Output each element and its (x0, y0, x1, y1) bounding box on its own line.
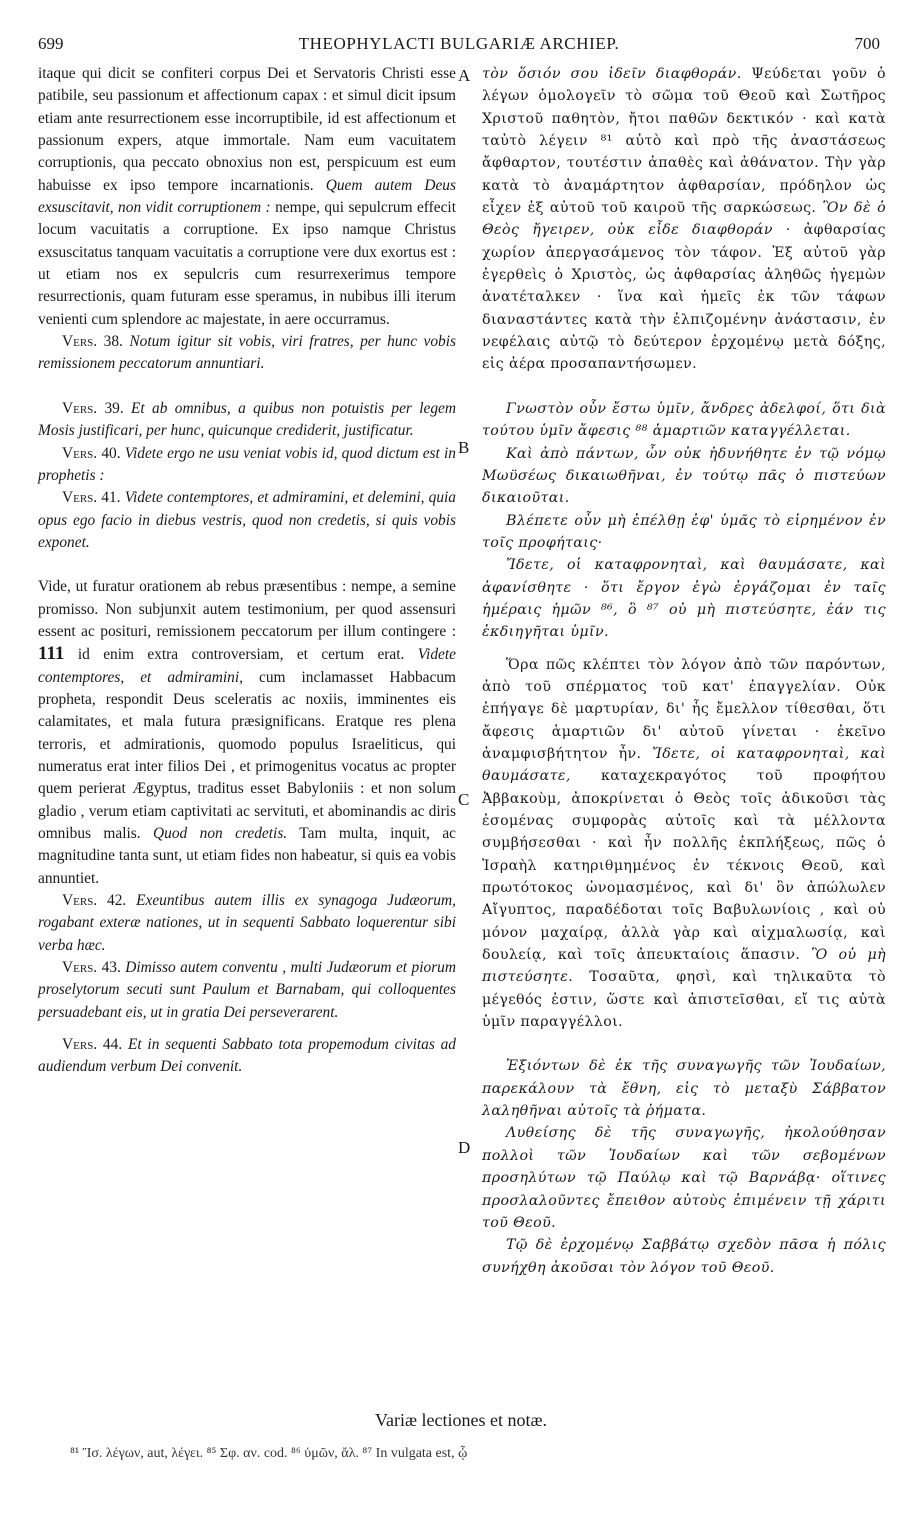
latin-verse-42 (38, 890, 456, 957)
section-marker-c: C (458, 790, 470, 809)
latin-verse-41 (38, 487, 456, 554)
notes-heading: Variæ lectiones et notæ. (375, 1410, 547, 1430)
verse-text: Exeuntibus autem illis ex synagoga Judæorum, rogabant exteræ nationes, ut in sequenti Sabbato loquerentur sibi verba hæc. (38, 892, 456, 954)
verse-label: Vers. 39. (62, 399, 124, 417)
latin-text: Vide, ut furatur orationem ab rebus præsentibus : nempe, a semine promisso. Non subjunxit autem testimonium, per quod assensuri essent ac posituri, remissionem peccatorum per illum contingere : (38, 578, 456, 640)
greek-verse-39: Καὶ ἀπὸ πάντων, ὧν οὐκ ἠδυνήθητε ἐν τῷ νόμῳ Μωϋσέως δικαιωθῆναι, ἐν τούτῳ πᾶς ὁ πιστεύων δικαιοῦται. (482, 445, 886, 507)
greek-text: καταχεκραγότος τοῦ προφήτου Ἀββακοὺμ, ἀποκρίνεται ὁ Θεὸς τοῖς ἀδικοῦσι τὰς ἐσομένας συμφορὰς αὐτοῖς καὶ τὰ μέλλοντα συμβήσεσθαι · καὶ ἦν πολλῆς ἐκπλήξεως, πῶς ὁ Ἰσραὴλ κατηριθμημένος ἐν τέκνοις Θεοῦ, καὶ πρωτότοκος ὠνομασμένος, καὶ δι' ὃν ἀπώλωλεν Αἴγυπτος, παραδέδοται τοῖς Βαβυλωνίοις , καὶ οὐ μόνον μαχαίρᾳ, ἀλλὰ γὰρ καὶ αἰχμαλωσίᾳ, καὶ δουλείᾳ, καὶ τοῖς ἀπευκταίοις ἅπασιν. (482, 768, 886, 964)
verse-text: Videte contemptores, et admiramini, et delemini, quia opus ego facio in diebus vestris, quod non credetis, si quis vobis exponet. (38, 489, 457, 551)
verse-label: Vers. 41. (62, 489, 121, 507)
latin-verse-43 (38, 957, 456, 1024)
greek-verse-42: Ἐξιόντων δὲ ἐκ τῆς συναγωγῆς τῶν Ἰουδαίων, παρεκάλουν τὰ ἔθνη, εἰς τὸ μεταξὺ Σάββατον λαληθῆναι αὐτοῖς τὰ ῥήματα. (482, 1058, 886, 1120)
greek-quote: τὸν ὅσιόν σου ἰδεῖν διαφθοράν. (482, 66, 742, 82)
page-number-right: 700 (854, 34, 880, 53)
greek-quote: Ὃ οὐ μὴ πιστεύσητε. (482, 947, 886, 986)
greek-text: Ψεύδεται γοῦν ὁ λέγων ὁμολογεῖν τὸ σῶμα τοῦ Θεοῦ καὶ Σωτῆρος Χριστοῦ παθητὸν, ἤτοι παθῶν δεκτικόν · καὶ κατὰ ταὐτὸ λέγειν ⁸¹ αὐτὸ καὶ πρὸ τῆς ἀναστάσεως ἄφθαρτον, τουτέστιν ἀπαθὲς καὶ ἀθάνατον. Τὴν γὰρ κατὰ τὸ ἀναμάρτητον ἀφθαρσίαν, πρόδηλον ὡς εἶχεν ἐξ αὐτοῦ τοῦ καιροῦ τῆς σαρκώσεως. (482, 66, 886, 217)
latin-verse-40 (38, 443, 456, 488)
section-marker-a: A (458, 66, 471, 85)
verse-text: Dimisso autem conventu , multi Judæorum et piorum proselytorum secuti sunt Paulum et Barnabam, qui colloquentes persuadebant eis, ut in gratia Dei perseverarent. (38, 959, 456, 1021)
latin-text: Tam multa, inquit, ac magnitudine tanta sunt, ut etiam fides non habeatur, si quis ea vobis annuntiet. (38, 825, 456, 887)
latin-text: nempe, qui sepulcrum effecit locum vacuitatis a corruptione. Ex ipso namque Christus exsuscitatus tanquam vacuitatis a corruptione vere dux exortus est : ut etiam nos ex sepulcris cum resurrexerimus tempore resurrectionis, quam futuram esse speramus, in nubibus illi iterum venienti cum splendore ac majestate, in aere occurramus. (38, 199, 456, 328)
latin-quote: Quod non credetis. (153, 825, 288, 842)
latin-verse-44 (38, 1034, 456, 1079)
section-marker-d: D (458, 1138, 471, 1157)
greek-text: ἀφθαρσίας χωρίον ἀπεργασάμενος τὸν τάφον. Ἐξ αὐτοῦ γὰρ ἐγερθεὶς ὁ Χριστὸς, ὡς ἀφθαρσίας ἀληθῶς ἡγεμὼν ἀνατέταλκεν · ἵνα καὶ ἡμεῖς ἐκ τῶν τάφων διαναστάντες κατὰ τὴν ἐλπιζομένην ἀνάστασιν, ἐν νεφέλαις αὐτῷ τὸ δεύτερον ἐρχομένῳ μετὰ δόξης, εἰς ἀέρα προσαπαντήσωμεν. (482, 222, 886, 373)
greek-quote: Ὃν δὲ ὁ Θεὸς ἤγειρεν, οὐκ εἶδε διαφθοράν · (482, 200, 887, 239)
latin-text: cum inclamasset Habbacum propheta, respondit Deus sceleratis ac noxiis, imminentes eis calamitates, et mala futura præsignificans. Eratque res plena terroris, et admirationis, quomodo populus Israeliticus, qui numeratus erat inter filios Dei , et primogenitus vocatus ac propter quem perierat Ægyptus, traditus esset Babyloniis : et non solum gladio , verum etiam captivitati ac servituti, et abominandis ac diris omnibus malis. (38, 668, 456, 842)
greek-verse-43: Λυθείσης δὲ τῆς συναγωγῆς, ἠκολούθησαν πολλοὶ τῶν Ἰουδαίων καὶ τῶν σεβομένων προσηλύτων τῷ Παύλῳ καὶ τῷ Βαρνάβᾳ· οἵτινες προσλαλοῦντες ἔπειθον αὐτοὺς ἐπιμένειν τῇ χάριτι τοῦ Θεοῦ. (482, 1125, 886, 1231)
latin-quote: Videte contemptores, et admiramini, (38, 646, 456, 686)
verse-label: Vers. 43. (62, 959, 121, 977)
verse-label: Vers. 40. (62, 444, 121, 462)
latin-text: id enim extra controversiam, et certum erat. (77, 646, 405, 664)
page-number-left: 699 (38, 34, 64, 53)
latin-verse-39 (38, 398, 456, 443)
greek-verse-44: Τῷ δὲ ἐρχομένῳ Σαββάτῳ σχεδὸν πᾶσα ἡ πόλις συνήχθη ἀκοῦσαι τὸν λόγον τοῦ Θεοῦ. (482, 1237, 886, 1276)
verse-text: Et ab omnibus, a quibus non potuistis per legem Mosis justificari, per hunc, quicunque crediderit, justificatur. (38, 399, 456, 440)
latin-verse-38 (38, 331, 456, 376)
running-header (38, 34, 880, 60)
latin-text: itaque qui dicit se confiteri corpus Dei et Servatoris Christi esse patibile, seu passionum et affectionum capax : et simul dicit ipsum etiam ante resurrectionem esse incorruptibile, id est affectionum et passionum expers, atque immortale. Nam eum vacuitatem corruptionis, qua peccato obnoxius non est, perspicuum est eum habuisse ex ipso tempore incarnationis. (38, 65, 456, 194)
greek-verse-38: Γνωστὸν οὖν ἔστω ὑμῖν, ἄνδρες ἀδελφοί, ὅτι διὰ τούτου ὑμῖν ἄφεσις ⁸⁸ ἁμαρτιῶν καταγγέλλεται. (482, 400, 886, 440)
greek-commentary-1 (482, 63, 886, 376)
greek-verse-41: Ἴδετε, οἱ καταφρονηταὶ, καὶ θαυμάσατε, καὶ ἀφανίσθητε · ὅτι ἔργον ἐγὼ ἐργάζομαι ἐν ταῖς ἡμέραις ἡμῶν ⁸⁶, ὃ ⁸⁷ οὐ μὴ πιστεύσητε, ἐάν τις ἐκδιηγῆται ὑμῖν. (482, 557, 886, 641)
greek-quote: Ἴδετε, οἱ καταφρονηταὶ, καὶ θαυμάσατε, (482, 745, 886, 785)
column-number: 111 (38, 643, 65, 665)
verse-text: Videte ergo ne usu veniat vobis id, quod dictum est in prophetis : (38, 444, 456, 484)
section-marker-b: B (458, 438, 470, 457)
latin-column (38, 63, 456, 1079)
verse-text: Et in sequenti Sabbato tota propemodum civitas ad audiendum verbum Dei convenit. (38, 1036, 456, 1076)
footnotes: ⁸¹ Ἴσ. λέγων, aut, λέγει. ⁸⁵ Σφ. αν. cod. ⁸⁶ ὑμῶν, ἄλ. ⁸⁷ In vulgata est, ᾧ (70, 1446, 468, 1461)
verse-label: Vers. 42. (62, 892, 127, 910)
running-title: THEOPHYLACTI BULGARIÆ ARCHIEP. (298, 34, 620, 53)
latin-commentary-2 (38, 576, 456, 890)
greek-verse-40: Βλέπετε οὖν μὴ ἐπέλθῃ ἐφ' ὑμᾶς τὸ εἰρημένον ἐν τοῖς προφήταις· (482, 512, 886, 551)
latin-quote: Quem autem Deus exsuscitavit, non vidit corruptionem : (38, 176, 456, 217)
verse-label: Vers. 44. (62, 1036, 123, 1054)
verse-text: Notum igitur sit vobis, viri fratres, per hunc vobis remissionem peccatorum annuntiari. (38, 333, 457, 373)
greek-text: Τοσαῦτα, φησὶ, καὶ τηλικαῦτα τὸ μέγεθός ἐστιν, ὥστε καὶ ἀπιστεῖσθαι, εἴ τις αὐτὰ ὑμῖν παραγγέλλοι. (482, 969, 886, 1031)
greek-text: Ὅρα πῶς κλέπτει τὸν λόγον ἀπὸ τῶν παρόντων, ἀπὸ τοῦ σπέρματος τοῦ κατ' ἐπαγγελίαν. Οὐκ ἐπήγαγε δὲ μαρτυρίαν, δι' ἧς ἔμελλον τίθεσθαι, ὅτι ἄφεσις ἁμαρτιῶν δι' αὐτοῦ γίνεται · ἐκεῖνο ἀναμφισβήτητον ἦν. (482, 656, 886, 762)
greek-commentary-2 (482, 654, 886, 1034)
greek-column (482, 63, 886, 1279)
verse-label: Vers. 38. (62, 333, 123, 351)
latin-commentary-1 (38, 63, 456, 331)
